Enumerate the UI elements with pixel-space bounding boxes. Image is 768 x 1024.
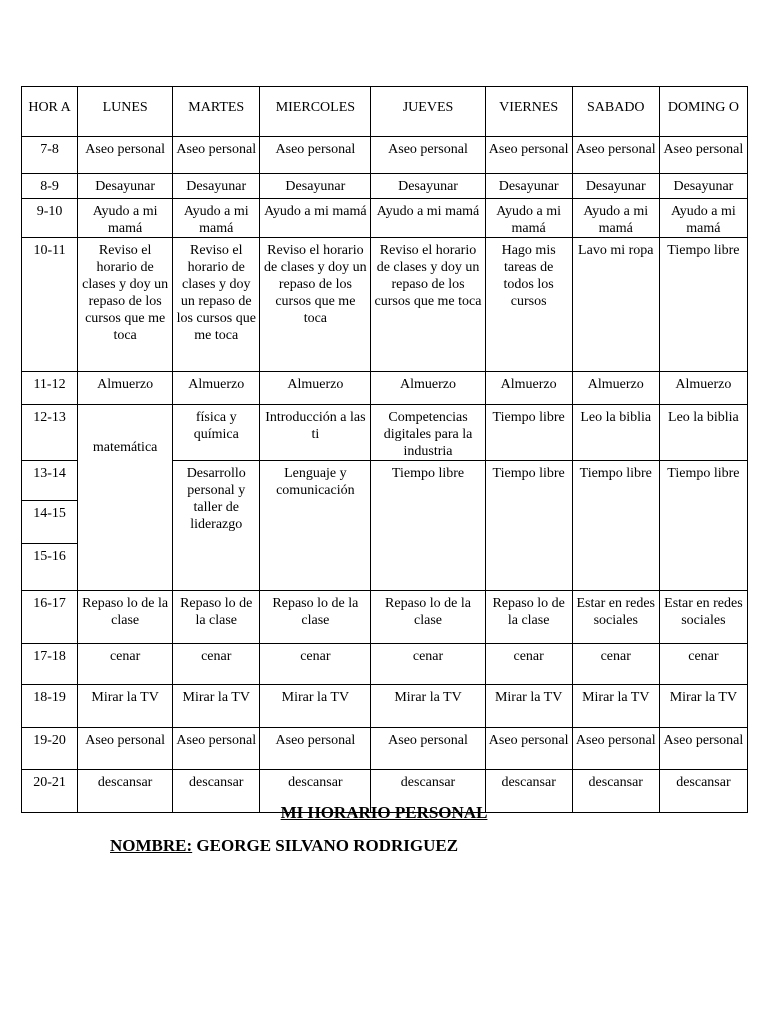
hour-cell: 9-10 (22, 199, 78, 238)
activity-cell: Lenguaje y comunicación (260, 461, 371, 591)
activity-cell: descansar (173, 770, 260, 813)
activity-cell: cenar (260, 644, 371, 685)
activity-cell: cenar (173, 644, 260, 685)
activity-cell: descansar (260, 770, 371, 813)
name-label: NOMBRE: (110, 836, 193, 855)
hour-cell: 8-9 (22, 174, 78, 199)
activity-cell: Desarrollo personal y taller de liderazgo (173, 461, 260, 591)
activity-cell: Desayunar (659, 174, 747, 199)
table-row (22, 728, 748, 770)
header-cell: SABADO (572, 87, 659, 137)
activity-cell: Ayudo a mi mamá (485, 199, 572, 238)
activity-cell: Ayudo a mi mamá (659, 199, 747, 238)
activity-cell: Reviso el horario de clases y doy un repaso de los cursos que me toca (371, 238, 485, 372)
activity-cell: Repaso lo de la clase (260, 591, 371, 644)
hour-cell: 7-8 (22, 137, 78, 174)
activity-cell: Almuerzo (485, 372, 572, 405)
activity-cell: cenar (659, 644, 747, 685)
activity-cell: descansar (78, 770, 173, 813)
activity-cell: Almuerzo (78, 372, 173, 405)
activity-cell: Aseo personal (371, 137, 485, 174)
activity-cell: Mirar la TV (572, 685, 659, 728)
header-row (22, 87, 748, 137)
activity-cell: Leo la biblia (572, 405, 659, 461)
hour-cell: 20-21 (22, 770, 78, 813)
activity-cell: Desayunar (485, 174, 572, 199)
activity-cell: Introducción a las ti (260, 405, 371, 461)
activity-cell: Reviso el horario de clases y doy un repaso de los cursos que me toca (260, 238, 371, 372)
activity-cell: Mirar la TV (371, 685, 485, 728)
activity-cell: Ayudo a mi mamá (260, 199, 371, 238)
table-row (22, 238, 748, 372)
table-row (22, 644, 748, 685)
document-title: MI HORARIO PERSONAL (280, 803, 488, 822)
activity-cell: Desayunar (173, 174, 260, 199)
hour-cell: 16-17 (22, 591, 78, 644)
activity-cell: Tiempo libre (485, 405, 572, 461)
schedule-table (21, 86, 748, 813)
table-row (22, 174, 748, 199)
activity-cell: descansar (572, 770, 659, 813)
hour-cell: 11-12 (22, 372, 78, 405)
activity-cell: Mirar la TV (260, 685, 371, 728)
hour-cell: 12-13 (22, 405, 78, 461)
activity-cell: Aseo personal (659, 728, 747, 770)
activity-cell: cenar (572, 644, 659, 685)
hour-cell: 19-20 (22, 728, 78, 770)
activity-cell: Ayudo a mi mamá (78, 199, 173, 238)
activity-cell: Repaso lo de la clase (485, 591, 572, 644)
activity-cell: Desayunar (260, 174, 371, 199)
activity-cell: Aseo personal (659, 137, 747, 174)
activity-cell: descansar (485, 770, 572, 813)
activity-cell: Almuerzo (260, 372, 371, 405)
table-row (22, 137, 748, 174)
activity-cell: Aseo personal (485, 137, 572, 174)
table-row (22, 372, 748, 405)
activity-cell: descansar (371, 770, 485, 813)
activity-cell: cenar (371, 644, 485, 685)
activity-cell: Almuerzo (371, 372, 485, 405)
activity-cell: cenar (485, 644, 572, 685)
hour-cell: 10-11 (22, 238, 78, 372)
activity-cell: Ayudo a mi mamá (173, 199, 260, 238)
activity-cell: Repaso lo de la clase (78, 591, 173, 644)
activity-cell: cenar (78, 644, 173, 685)
activity-cell: Hago mis tareas de todos los cursos (485, 238, 572, 372)
activity-cell: Tiempo libre (659, 461, 747, 591)
header-cell: DOMING O (659, 87, 747, 137)
activity-cell: Reviso el horario de clases y doy un repaso de los cursos que me toca (173, 238, 260, 372)
activity-cell: Tiempo libre (659, 238, 747, 372)
header-cell: JUEVES (371, 87, 485, 137)
activity-cell: Estar en redes sociales (572, 591, 659, 644)
activity-cell: Aseo personal (572, 137, 659, 174)
activity-cell: Desayunar (78, 174, 173, 199)
table-row (22, 591, 748, 644)
activity-cell: Aseo personal (260, 728, 371, 770)
hour-cell: 18-19 (22, 685, 78, 728)
hour-cell: 13-14 (22, 461, 78, 501)
activity-cell-matematica: matemática (78, 405, 173, 591)
activity-cell: Ayudo a mi mamá (371, 199, 485, 238)
activity-cell: Mirar la TV (485, 685, 572, 728)
header-cell: LUNES (78, 87, 173, 137)
activity-cell: Tiempo libre (572, 461, 659, 591)
activity-cell: Aseo personal (260, 137, 371, 174)
activity-cell: Almuerzo (572, 372, 659, 405)
activity-cell: Mirar la TV (173, 685, 260, 728)
activity-cell: Aseo personal (173, 137, 260, 174)
activity-cell: Desayunar (572, 174, 659, 199)
header-cell: VIERNES (485, 87, 572, 137)
activity-cell: Aseo personal (572, 728, 659, 770)
table-row (22, 199, 748, 238)
name-value: GEORGE SILVANO RODRIGUEZ (196, 836, 459, 855)
table-row (22, 405, 748, 461)
activity-cell: Aseo personal (371, 728, 485, 770)
header-cell: MIERCOLES (260, 87, 371, 137)
activity-cell: Almuerzo (659, 372, 747, 405)
activity-cell: Reviso el horario de clases y doy un repaso de los cursos que me toca (78, 238, 173, 372)
activity-cell: Aseo personal (173, 728, 260, 770)
activity-cell: Almuerzo (173, 372, 260, 405)
activity-cell: descansar (659, 770, 747, 813)
activity-cell: Lavo mi ropa (572, 238, 659, 372)
activity-cell: Tiempo libre (371, 461, 485, 591)
activity-cell: Aseo personal (485, 728, 572, 770)
activity-cell: Aseo personal (78, 728, 173, 770)
activity-cell: física y química (173, 405, 260, 461)
hour-cell: 17-18 (22, 644, 78, 685)
activity-cell: Ayudo a mi mamá (572, 199, 659, 238)
hour-cell: 15-16 (22, 544, 78, 591)
activity-cell: Tiempo libre (485, 461, 572, 591)
activity-cell: Mirar la TV (78, 685, 173, 728)
activity-cell: Competencias digitales para la industria (371, 405, 485, 461)
activity-cell: Estar en redes sociales (659, 591, 747, 644)
activity-cell: Repaso lo de la clase (371, 591, 485, 644)
header-cell: HOR A (22, 87, 78, 137)
header-cell: MARTES (173, 87, 260, 137)
table-row (22, 685, 748, 728)
activity-cell: Desayunar (371, 174, 485, 199)
activity-cell: Aseo personal (78, 137, 173, 174)
activity-cell: Mirar la TV (659, 685, 747, 728)
activity-cell: Repaso lo de la clase (173, 591, 260, 644)
hour-cell: 14-15 (22, 501, 78, 544)
activity-cell: Leo la biblia (659, 405, 747, 461)
name-line (110, 836, 458, 856)
